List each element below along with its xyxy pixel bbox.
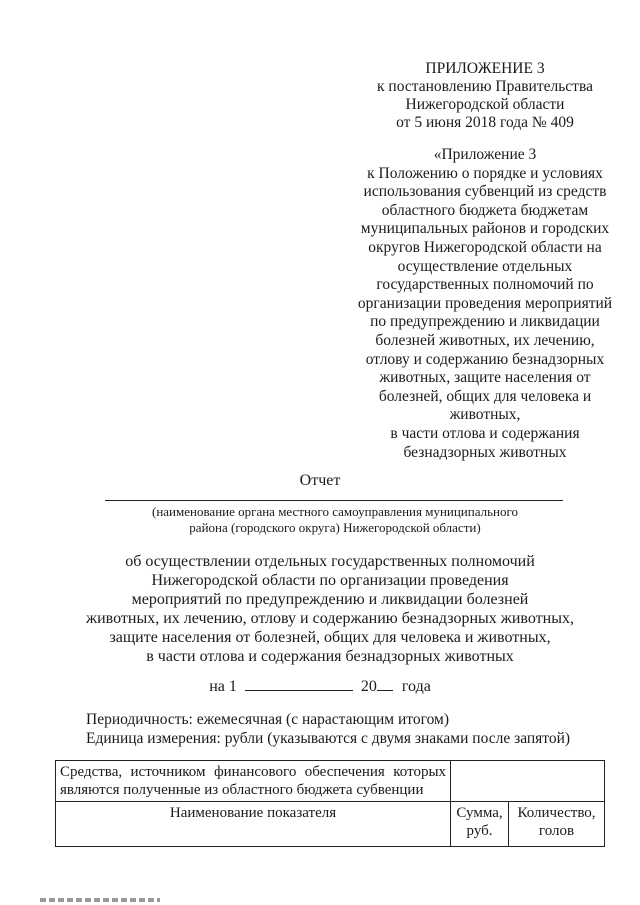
regulation-line: «Приложение 3 bbox=[433, 146, 537, 163]
regulation-line: округов Нижегородской области на bbox=[368, 238, 602, 256]
regulation-line: животных, защите населения от bbox=[379, 369, 591, 387]
quantity-header bbox=[509, 802, 605, 847]
report-table bbox=[55, 760, 605, 847]
report-meta bbox=[86, 710, 570, 748]
quantity-header-line: Количество, bbox=[517, 805, 596, 821]
regulation-line: к Положению о порядке и условиях bbox=[367, 164, 603, 182]
period-suffix: года bbox=[401, 678, 431, 695]
period-date-blank bbox=[245, 676, 353, 691]
indicator-header: Наименование показателя bbox=[56, 802, 451, 847]
org-caption-line: района (городского округа) Нижегородской области) bbox=[189, 520, 481, 535]
regulation-line: муниципальных районов и городских bbox=[360, 220, 610, 238]
regulation-line: в части отлова и содержания bbox=[390, 424, 580, 442]
sum-header-line: Сумма, bbox=[456, 805, 503, 821]
regulation-line: отлову и содержанию безнадзорных bbox=[365, 350, 605, 368]
regulation-line: болезней, общих для человека и bbox=[378, 387, 592, 405]
org-name-fill-line bbox=[105, 500, 563, 501]
sum-header bbox=[451, 802, 509, 847]
period-prefix: на 1 bbox=[209, 678, 237, 695]
quantity-header-line: голов bbox=[538, 823, 575, 839]
org-name-caption bbox=[110, 504, 560, 536]
regulation-line: осуществление отдельных bbox=[397, 257, 573, 275]
subject-line: в части отлова и содержания безнадзорных животных bbox=[146, 648, 514, 665]
appendix-title: ПРИЛОЖЕНИЕ 3 bbox=[425, 60, 545, 77]
subject-line: защите населения от болезней, общих для человека и животных, bbox=[109, 629, 551, 646]
funding-source-cell: Средства, источником финансового обеспечения которых являются полученные из областного бюджета субвенции bbox=[56, 761, 451, 802]
period-year-blank bbox=[377, 676, 393, 691]
org-caption-line: (наименование органа местного самоуправления муниципального bbox=[151, 504, 518, 519]
sum-header-line: руб. bbox=[466, 823, 493, 839]
subject-line: об осуществлении отдельных государственных полномочий bbox=[125, 553, 535, 570]
report-title: Отчет bbox=[299, 472, 341, 489]
subject-line: Нижегородской области по организации проведения bbox=[151, 572, 509, 589]
regulation-line: организации проведения мероприятий bbox=[357, 294, 613, 312]
appendix-line: к постановлению Правительства bbox=[377, 78, 593, 95]
regulation-line: по предупреждению и ликвидации bbox=[370, 313, 600, 331]
appendix-line: Нижегородской области bbox=[405, 96, 565, 113]
table-row bbox=[56, 761, 605, 802]
table-row bbox=[56, 802, 605, 847]
appendix-date: от 5 июня 2018 года № 409 bbox=[396, 114, 574, 131]
regulation-line: животных, bbox=[449, 406, 521, 424]
scan-artifact bbox=[40, 898, 160, 902]
unit-of-measure: Единица измерения: рубли (указываются с двумя знаками после запятой) bbox=[86, 730, 571, 747]
report-period bbox=[0, 676, 640, 696]
regulation-line: использования субвенций из средств bbox=[363, 183, 607, 201]
appendix-header bbox=[330, 60, 640, 132]
period-year: 20 bbox=[360, 678, 377, 695]
subject-line: мероприятий по предупреждению и ликвидации болезней bbox=[131, 591, 529, 608]
periodicity: Периодичность: ежемесячная (с нарастающим итогом) bbox=[86, 711, 450, 728]
report-subject bbox=[60, 552, 600, 666]
regulation-line: безнадзорных животных bbox=[403, 443, 567, 461]
subject-line: животных, их лечению, отлову и содержанию безнадзорных животных, bbox=[86, 610, 574, 627]
regulation-appendix-block bbox=[330, 146, 640, 462]
regulation-line: государственных полномочий по bbox=[376, 276, 594, 294]
funding-source-value-cell bbox=[451, 761, 605, 802]
regulation-line: областного бюджета бюджетам bbox=[381, 201, 589, 219]
regulation-line: болезней животных, их лечению, bbox=[375, 331, 595, 349]
